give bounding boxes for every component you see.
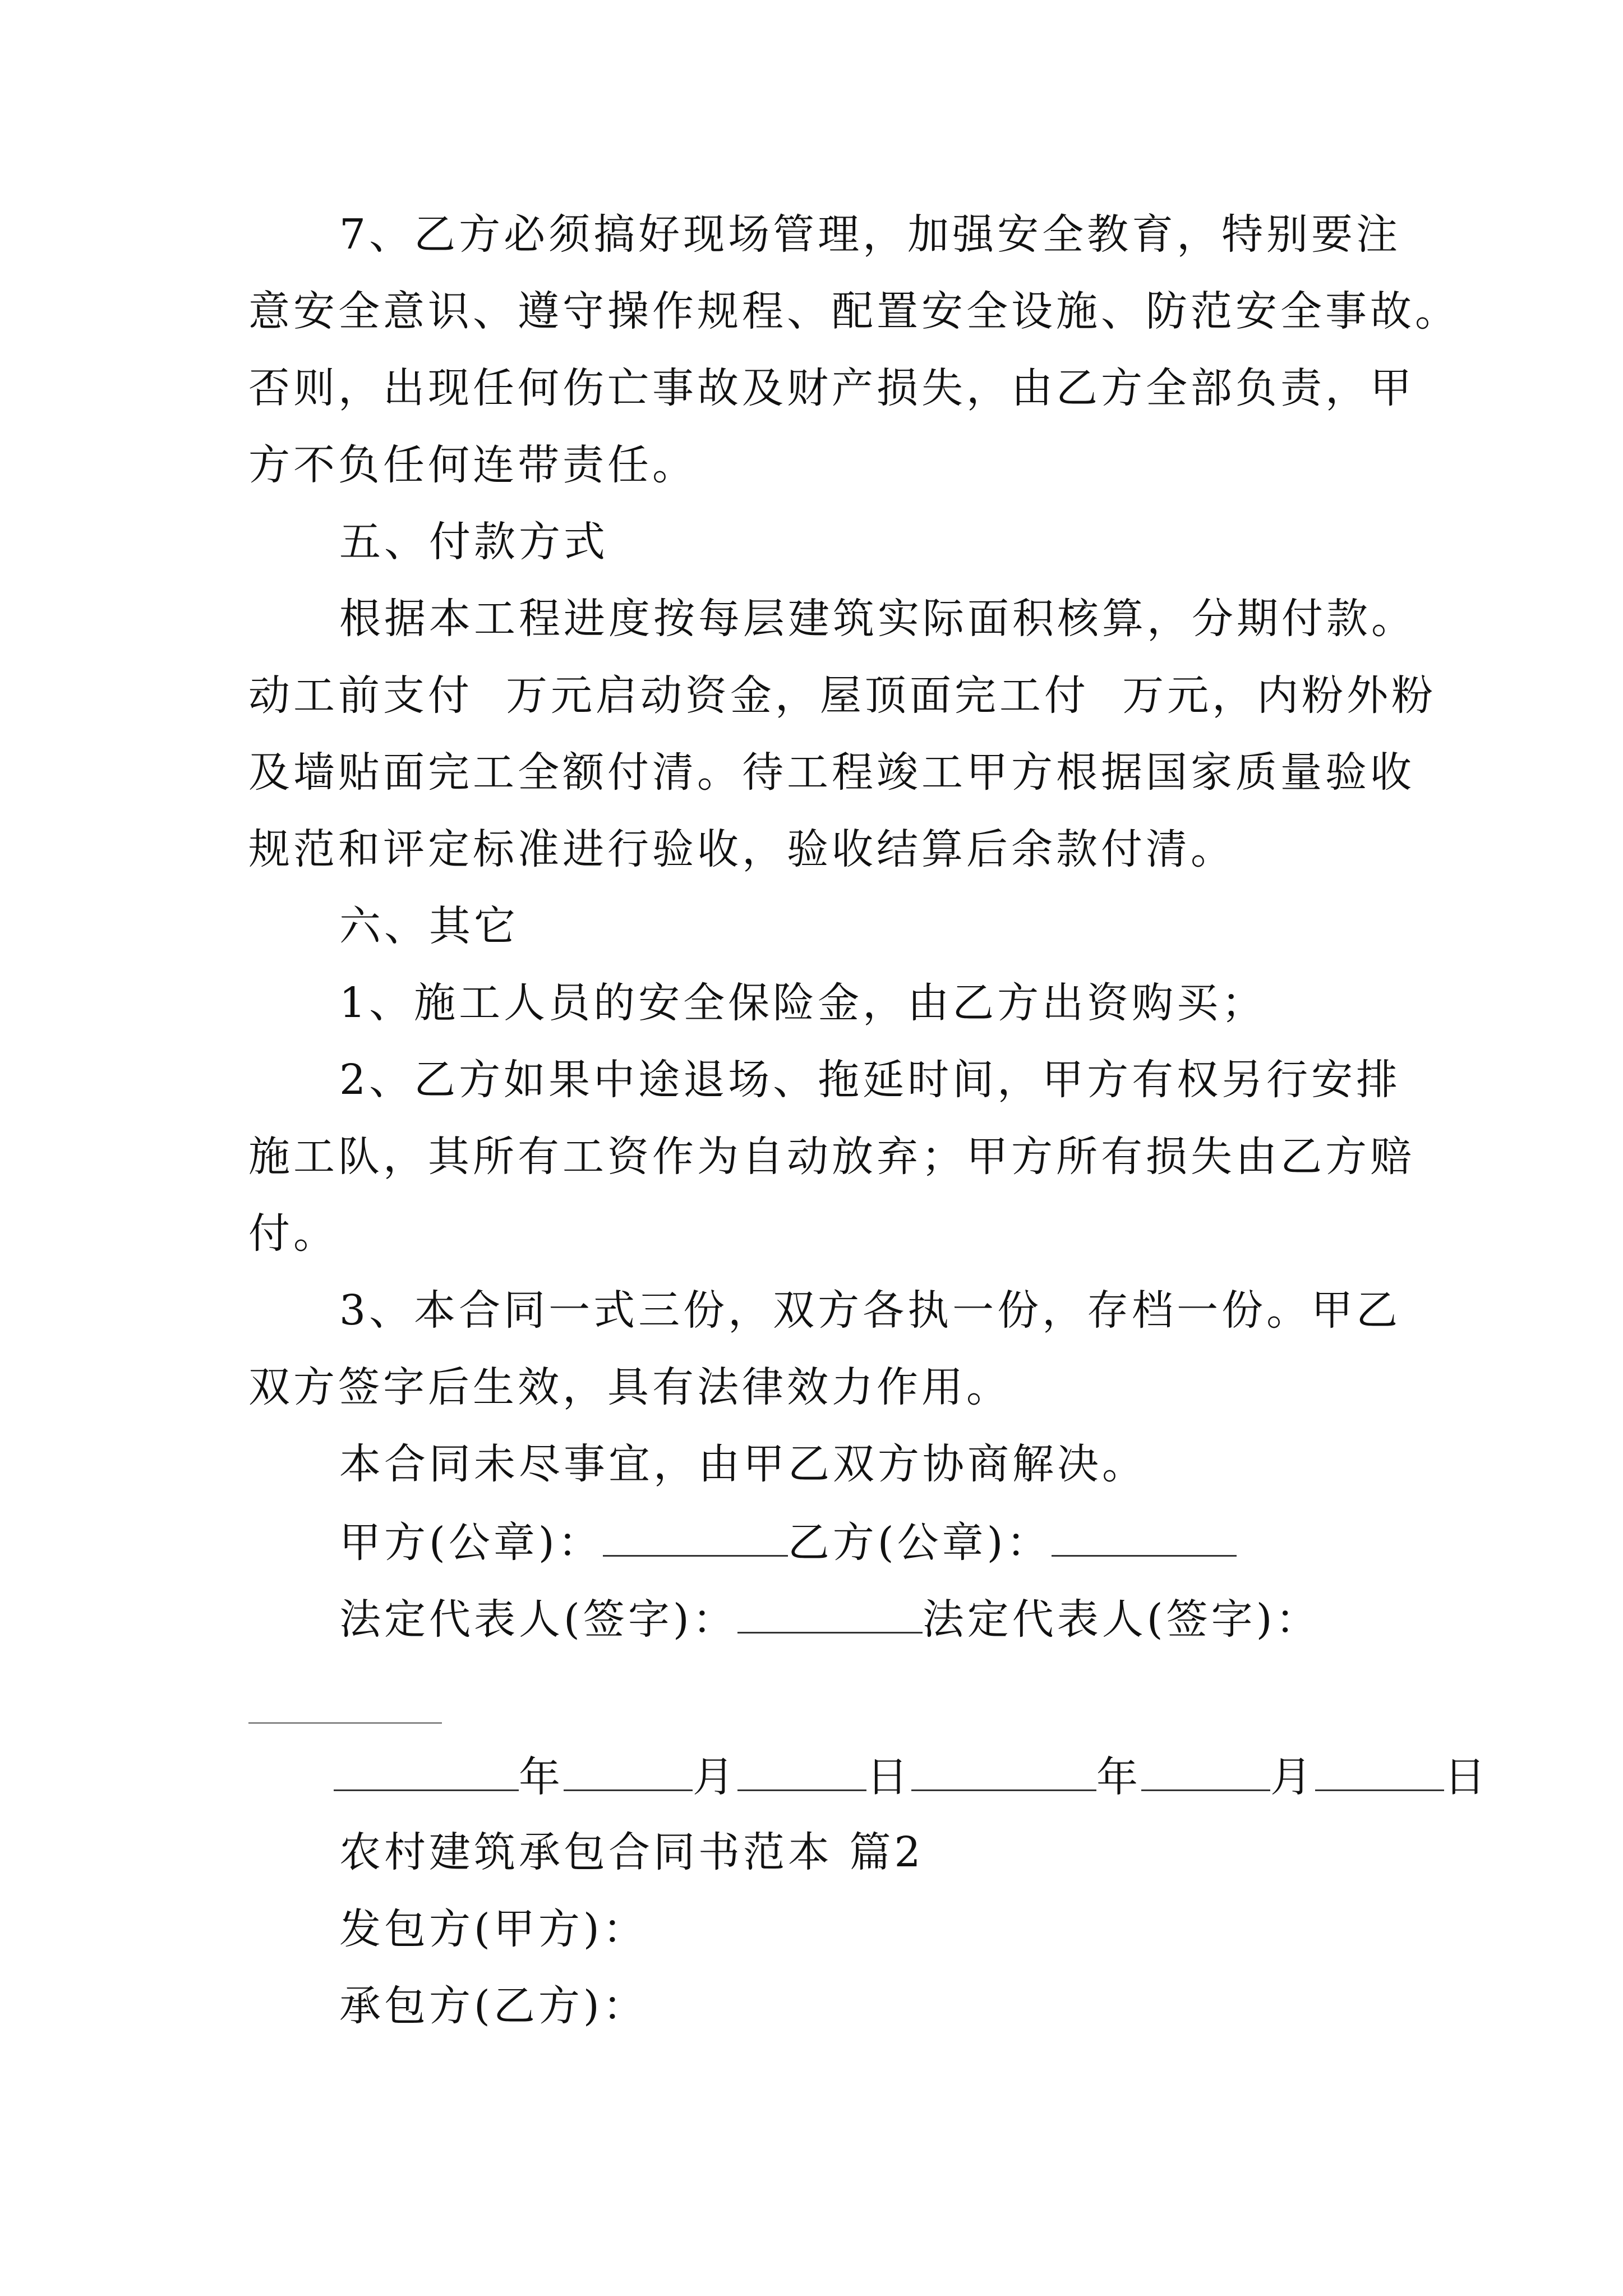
party-a-seal-label: 甲方(公章)：: [339, 1519, 603, 1567]
para-7-line-3: 否则，出现任何伤亡事故及财产损失，由乙方全部负责，甲: [248, 364, 1415, 412]
section-6-item-3-line-1: 3、本合同一式三份，双方各执一份，存档一份。甲乙: [339, 1286, 1401, 1335]
day-b-label: 日: [1444, 1753, 1489, 1801]
rep-a-label: 法定代表人(签字)：: [339, 1595, 737, 1644]
section-5-line-3: 及墙贴面完工全额付清。待工程竣工甲方根据国家质量验收: [248, 748, 1415, 797]
year-a-blank[interactable]: [334, 1750, 519, 1791]
month-b-blank[interactable]: [1141, 1750, 1270, 1791]
para-7-line-4: 方不负任何连带责任。: [248, 441, 697, 489]
party-b-seal-blank[interactable]: [1052, 1516, 1237, 1557]
para-7-line-1: 7、乙方必须搞好现场管理，加强安全教育，特别要注: [339, 210, 1401, 259]
section-5-line-4: 规范和评定标准进行验收，验收结算后余款付清。: [248, 825, 1235, 873]
section-6-item-2-line-3: 付。: [248, 1209, 338, 1258]
next-contract-title: 农村建筑承包合同书范本 篇2: [339, 1828, 924, 1876]
rep-b-blank[interactable]: [248, 1722, 442, 1724]
section-5-line-2: 动工前支付 万元启动资金，屋顶面完工付 万元，内粉外粉: [248, 671, 1437, 720]
section-6-item-2-line-2: 施工队，其所有工资作为自动放弃；甲方所有损失由乙方赔: [248, 1133, 1415, 1181]
month-b-label: 月: [1270, 1753, 1315, 1801]
year-b-label: 年: [1096, 1753, 1141, 1801]
rep-a-blank[interactable]: [737, 1593, 923, 1634]
section-5-heading: 五、付款方式: [339, 518, 608, 566]
contractor-label: 承包方(乙方)：: [339, 1982, 648, 2030]
day-a-label: 日: [866, 1753, 911, 1801]
issuer-label: 发包方(甲方)：: [339, 1905, 648, 1953]
party-a-seal-blank[interactable]: [603, 1516, 788, 1557]
para-7-line-2: 意安全意识、遵守操作规程、配置安全设施、防范安全事故。: [248, 287, 1460, 335]
day-a-blank[interactable]: [737, 1750, 866, 1791]
section-6-closing: 本合同未尽事宜，由甲乙双方协商解决。: [339, 1440, 1147, 1488]
section-5-line-1: 根据本工程进度按每层建筑实际面积核算，分期付款。: [339, 595, 1416, 643]
year-a-label: 年: [519, 1753, 564, 1801]
date-line: [334, 1750, 1489, 1802]
year-b-blank[interactable]: [911, 1750, 1096, 1791]
month-a-label: 月: [693, 1753, 737, 1801]
representative-line: [339, 1593, 1321, 1645]
section-6-item-3-line-2: 双方签字后生效，具有法律效力作用。: [248, 1363, 1011, 1411]
day-b-blank[interactable]: [1315, 1750, 1444, 1791]
section-6-heading: 六、其它: [339, 902, 519, 950]
section-6-item-1: 1、施工人员的安全保险金，由乙方出资购买；: [339, 979, 1267, 1027]
month-a-blank[interactable]: [564, 1750, 693, 1791]
section-6-item-2-line-1: 2、乙方如果中途退场、拖延时间，甲方有权另行安排: [339, 1056, 1401, 1104]
party-b-seal-label: 乙方(公章)：: [787, 1519, 1052, 1567]
seal-line: [339, 1516, 1237, 1568]
rep-b-label: 法定代表人(签字)：: [922, 1595, 1321, 1644]
